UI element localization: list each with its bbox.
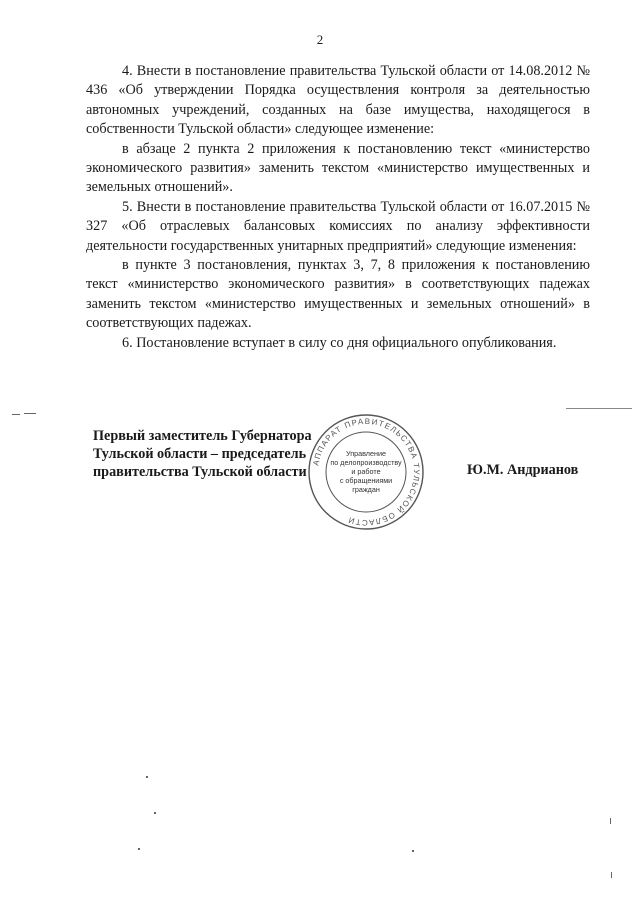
stamp-line: Управление (346, 449, 386, 458)
scan-speck (146, 776, 148, 778)
signatory-name: Ю.М. Андрианов (467, 462, 579, 478)
scan-speck (412, 850, 414, 852)
paragraph-5: 5. Внести в постановление правительства Тульской области от 16.07.2015 № 327 «Об отраслевых балансовых комиссиях по анализу эффективности деятельности государственных унитарных предприятий» следующие изменения: (86, 198, 590, 254)
signatory-title-line: Первый заместитель Губернатора (93, 428, 312, 444)
stamp-line: по делопроизводству (330, 458, 402, 467)
paragraph-6: 6. Постановление вступает в силу со дня официального опубликования. (122, 334, 557, 351)
scan-speck (610, 818, 611, 824)
svg-text:АППАРАТ ПРАВИТЕЛЬСТВА ТУЛЬСКОЙ: АППАРАТ ПРАВИТЕЛЬСТВА ТУЛЬСКОЙ ОБЛАСТИ (311, 416, 422, 528)
scan-speck (138, 848, 140, 850)
scan-speck (24, 413, 36, 414)
stamp-line: с обращениями (339, 476, 393, 485)
stamp-inner-text (324, 449, 408, 494)
stamp-line: граждан (352, 485, 380, 494)
stamp-line: и работе (351, 467, 381, 476)
scan-speck (611, 872, 612, 878)
signatory-title (93, 427, 312, 481)
signatory-title-line: правительства Тульской области (93, 464, 307, 480)
scan-speck (12, 414, 20, 415)
scan-speck (566, 408, 632, 409)
document-body (86, 62, 590, 353)
signatory-title-line: Тульской области – председатель (93, 446, 307, 462)
scan-speck (154, 812, 156, 814)
paragraph-4-amendment: в абзаце 2 пункта 2 приложения к постановлению текст «министерство экономического развития» заменить текстом «министерство имущественных и земельных отношений». (86, 140, 590, 196)
page-number: 2 (316, 32, 324, 47)
paragraph-5-amendment: в пункте 3 постановления, пунктах 3, 7, 8 приложения к постановлению текст «министерство экономического развития» в соответствующих падежах заменить текстом «министерство имущественных и земельных отношений» в соответствующих падежах. (86, 257, 590, 332)
paragraph-4: 4. Внести в постановление правительства Тульской области от 14.08.2012 № 436 «Об утверждении Порядка осуществления контроля за деятельностью автономных учреждений, созданных на базе имущества, находящегося в собственности Тульской области» следующее изменение: (86, 63, 590, 138)
